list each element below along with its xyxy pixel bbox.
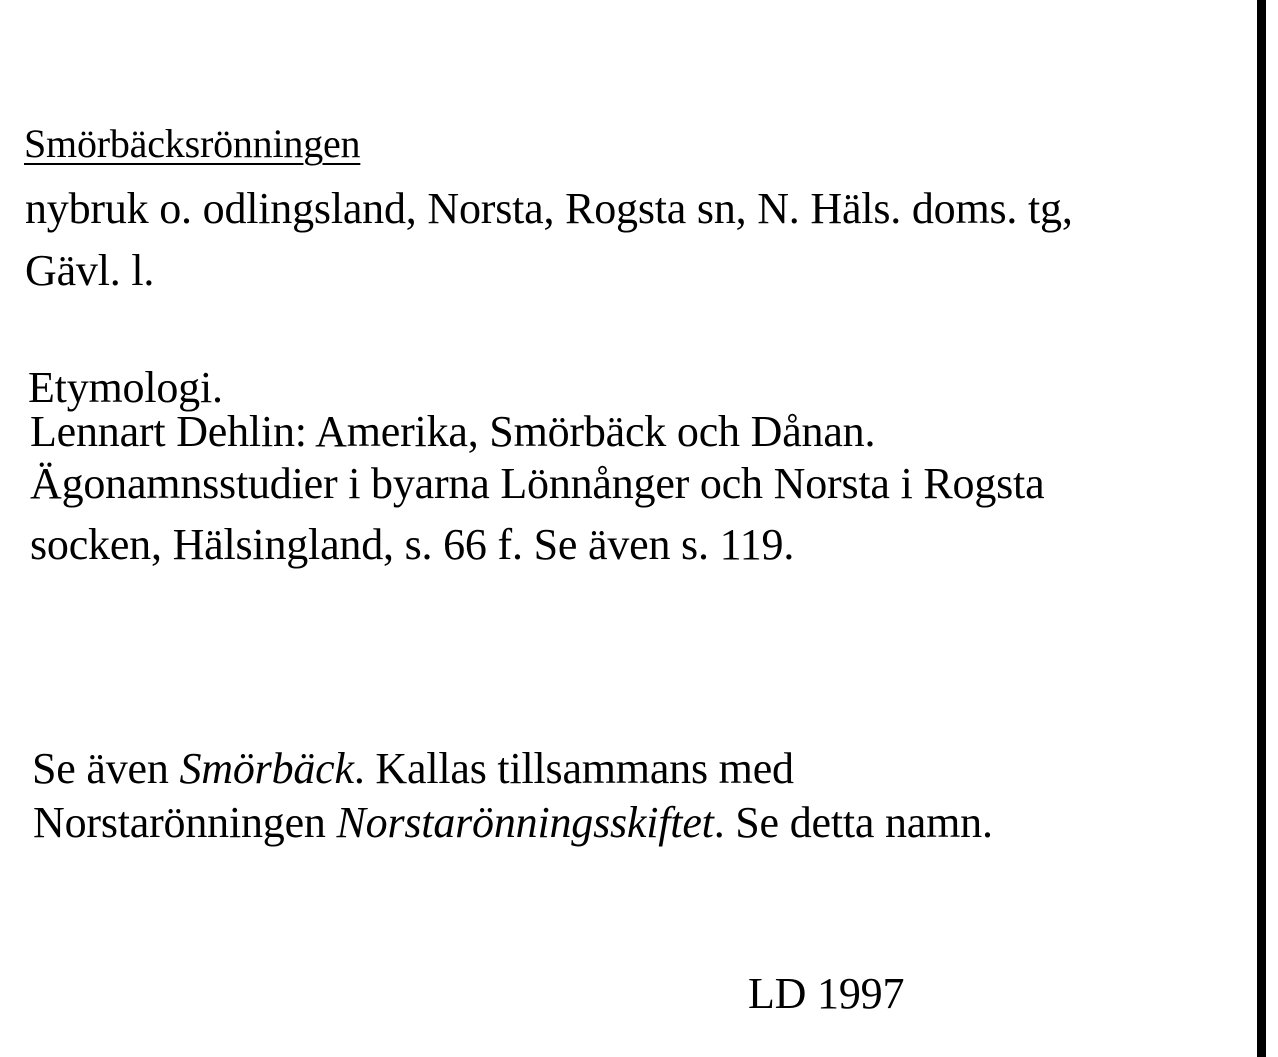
cross-reference-suffix-2: . Se detta namn. bbox=[713, 798, 993, 847]
reference-line-1: Lennart Dehlin: Amerika, Smörbäck och Dånan. bbox=[30, 407, 876, 456]
cross-reference-prefix-2: Norstarönningen bbox=[33, 798, 337, 847]
reference-line-2: Ägonamnsstudier i byarna Lönnånger och Norsta i Rogsta bbox=[30, 459, 1045, 508]
cross-reference-prefix: Se även bbox=[32, 744, 180, 793]
reference-line-3: socken, Hälsingland, s. 66 f. Se även s. 119. bbox=[30, 520, 795, 569]
cross-reference-line-1 bbox=[32, 743, 794, 795]
cross-reference-name: Smörbäck bbox=[179, 744, 354, 793]
description-line-2: Gävl. l. bbox=[25, 246, 155, 295]
cross-reference-name-2: Norstarönningsskiftet bbox=[336, 798, 714, 847]
card-edge-border bbox=[1257, 0, 1266, 1057]
entry-title: Smörbäcksrönningen bbox=[24, 121, 361, 166]
cross-reference-suffix: . Kallas tillsammans med bbox=[353, 744, 794, 793]
description-line-1: nybruk o. odlingsland, Norsta, Rogsta sn, N. Häls. doms. tg, bbox=[25, 184, 1073, 233]
cross-reference-line-2 bbox=[33, 797, 993, 849]
signature: LD 1997 bbox=[748, 969, 905, 1018]
etymology-heading: Etymologi. bbox=[28, 363, 223, 412]
